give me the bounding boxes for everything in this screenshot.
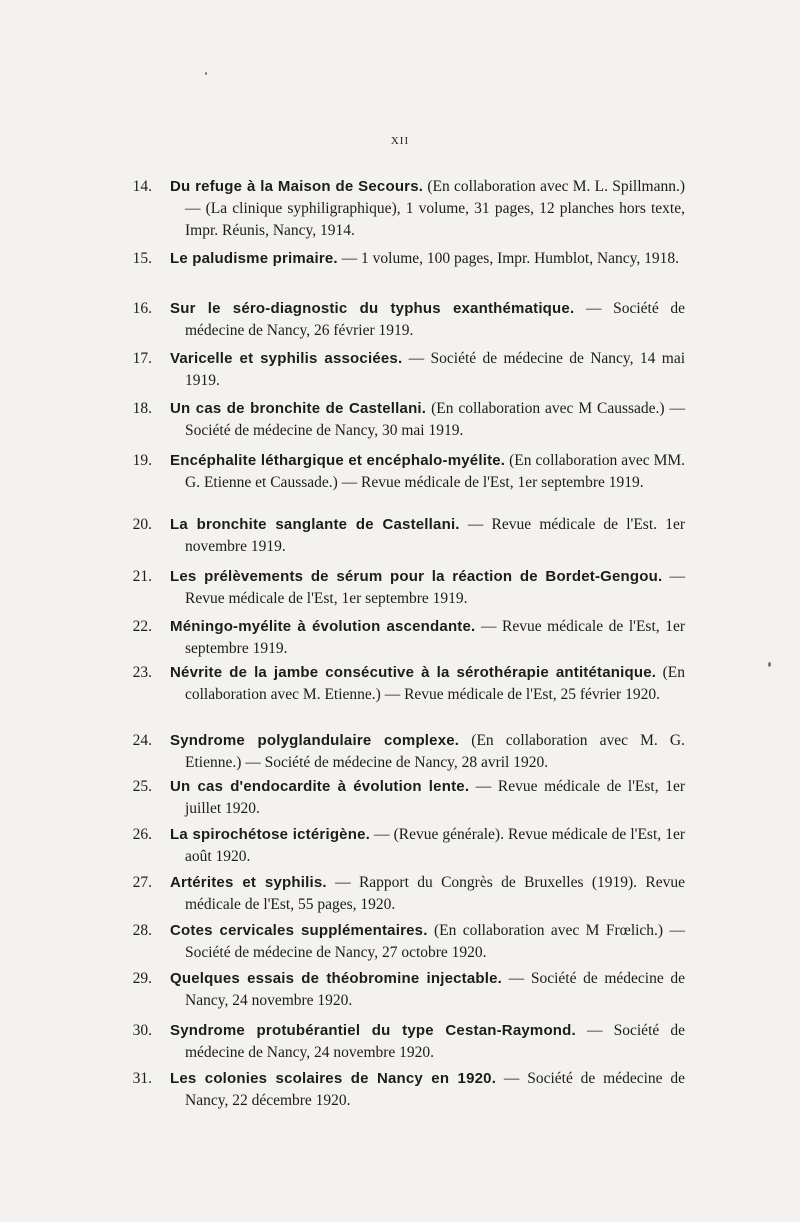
entry-number: 24. bbox=[132, 732, 152, 749]
entry-citation: — Société de médecine de Nancy, 22 décembre 1920. bbox=[185, 1070, 685, 1109]
entry-title: Le paludisme primaire. bbox=[170, 250, 338, 267]
entry-number: 31. bbox=[132, 1070, 152, 1087]
entry-citation: — Revue médicale de l'Est, 1er juillet 1920. bbox=[185, 778, 685, 817]
entry-number: 29. bbox=[132, 970, 152, 987]
entry-title: Sur le séro-diagnostic du typhus exanthématique. bbox=[170, 300, 575, 317]
entry-citation: — (Revue générale). Revue médicale de l'Est, 1er août 1920. bbox=[185, 826, 685, 865]
entry-title: Syndrome protubérantiel du type Cestan-Raymond. bbox=[170, 1022, 576, 1039]
entry-title: Du refuge à la Maison de Secours. bbox=[170, 178, 424, 195]
entry-title: Un cas de bronchite de Castellani. bbox=[170, 400, 427, 417]
entry-number: 18. bbox=[132, 400, 152, 417]
paper-speck bbox=[205, 72, 207, 75]
entry-number: 15. bbox=[132, 250, 152, 267]
entry-number: 25. bbox=[132, 778, 152, 795]
entry-citation: — Société de médecine de Nancy, 24 novembre 1920. bbox=[185, 1022, 685, 1061]
entry-title: La spirochétose ictérigène. bbox=[170, 826, 370, 843]
entry-title: Méningo-myélite à évolution ascendante. bbox=[170, 618, 476, 635]
entry-citation: (En collaboration avec M. L. Spillmann.) — (La clinique syphiligraphique), 1 volume, 31 pages, 12 planches hors texte, Impr. Réunis, Nancy, 1914. bbox=[185, 178, 685, 239]
entry-title: Varicelle et syphilis associées. bbox=[170, 350, 403, 367]
entry-title: Cotes cervicales supplémentaires. bbox=[170, 922, 428, 939]
entry-title: La bronchite sanglante de Castellani. bbox=[170, 516, 460, 533]
entry-citation: — Société de médecine de Nancy, 24 novembre 1920. bbox=[185, 970, 685, 1009]
page-number: XII bbox=[390, 135, 410, 147]
entry-citation: (En collaboration avec M. G. Etienne.) — Société de médecine de Nancy, 28 avril 1920. bbox=[185, 732, 685, 771]
entry-number: 22. bbox=[132, 618, 152, 635]
entry-number: 26. bbox=[132, 826, 152, 843]
entry-citation: — Rapport du Congrès de Bruxelles (1919). Revue médicale de l'Est, 55 pages, 1920. bbox=[185, 874, 685, 913]
entry-title: Les colonies scolaires de Nancy en 1920. bbox=[170, 1070, 497, 1087]
entry-title: Névrite de la jambe consécutive à la sérothérapie antitétanique. bbox=[170, 664, 657, 681]
entry-citation: — Revue médicale de l'Est, 1er septembre 1919. bbox=[185, 568, 686, 607]
entry-number: 27. bbox=[132, 874, 152, 891]
entry-title: Artérites et syphilis. bbox=[170, 874, 327, 891]
entry-citation: — Société de médecine de Nancy, 26 février 1919. bbox=[185, 300, 685, 339]
entry-number: 23. bbox=[132, 664, 152, 681]
entry-title: Encéphalite léthargique et encéphalo-myélite. bbox=[170, 452, 506, 469]
entry-title: Les prélèvements de sérum pour la réaction de Bordet-Gengou. bbox=[170, 568, 663, 585]
entry-number: 17. bbox=[132, 350, 152, 367]
entry-number: 19. bbox=[132, 452, 152, 469]
entry-citation: (En collaboration avec MM. G. Etienne et Caussade.) — Revue médicale de l'Est, 1er septembre 1919. bbox=[185, 452, 686, 491]
entry-citation: — Revue médicale de l'Est, 1er septembre 1919. bbox=[185, 618, 685, 657]
entry-citation: (En collaboration avec M Caussade.) — Société de médecine de Nancy, 30 mai 1919. bbox=[185, 400, 685, 439]
entry-citation: (En collaboration avec M Frœlich.) — Société de médecine de Nancy, 27 octobre 1920. bbox=[185, 922, 685, 961]
entry-citation: — Revue médicale de l'Est. 1er novembre 1919. bbox=[185, 516, 685, 555]
entry-number: 21. bbox=[132, 568, 152, 585]
entry-title: Un cas d'endocardite à évolution lente. bbox=[170, 778, 470, 795]
entry-citation: — Société de médecine de Nancy, 14 mai 1919. bbox=[185, 350, 686, 389]
entry-number: 16. bbox=[132, 300, 152, 317]
paper-speck bbox=[768, 662, 771, 667]
entry-title: Syndrome polyglandulaire complexe. bbox=[170, 732, 460, 749]
entry-number: 30. bbox=[132, 1022, 152, 1039]
entry-number: 28. bbox=[132, 922, 152, 939]
entry-citation: — 1 volume, 100 pages, Impr. Humblot, Nancy, 1918. bbox=[337, 250, 680, 267]
entry-number: 14. bbox=[132, 178, 152, 195]
entry-citation: (En collaboration avec M. Etienne.) — Revue médicale de l'Est, 25 février 1920. bbox=[185, 664, 685, 703]
entry-title: Quelques essais de théobromine injectable. bbox=[170, 970, 503, 987]
entry-number: 20. bbox=[132, 516, 152, 533]
